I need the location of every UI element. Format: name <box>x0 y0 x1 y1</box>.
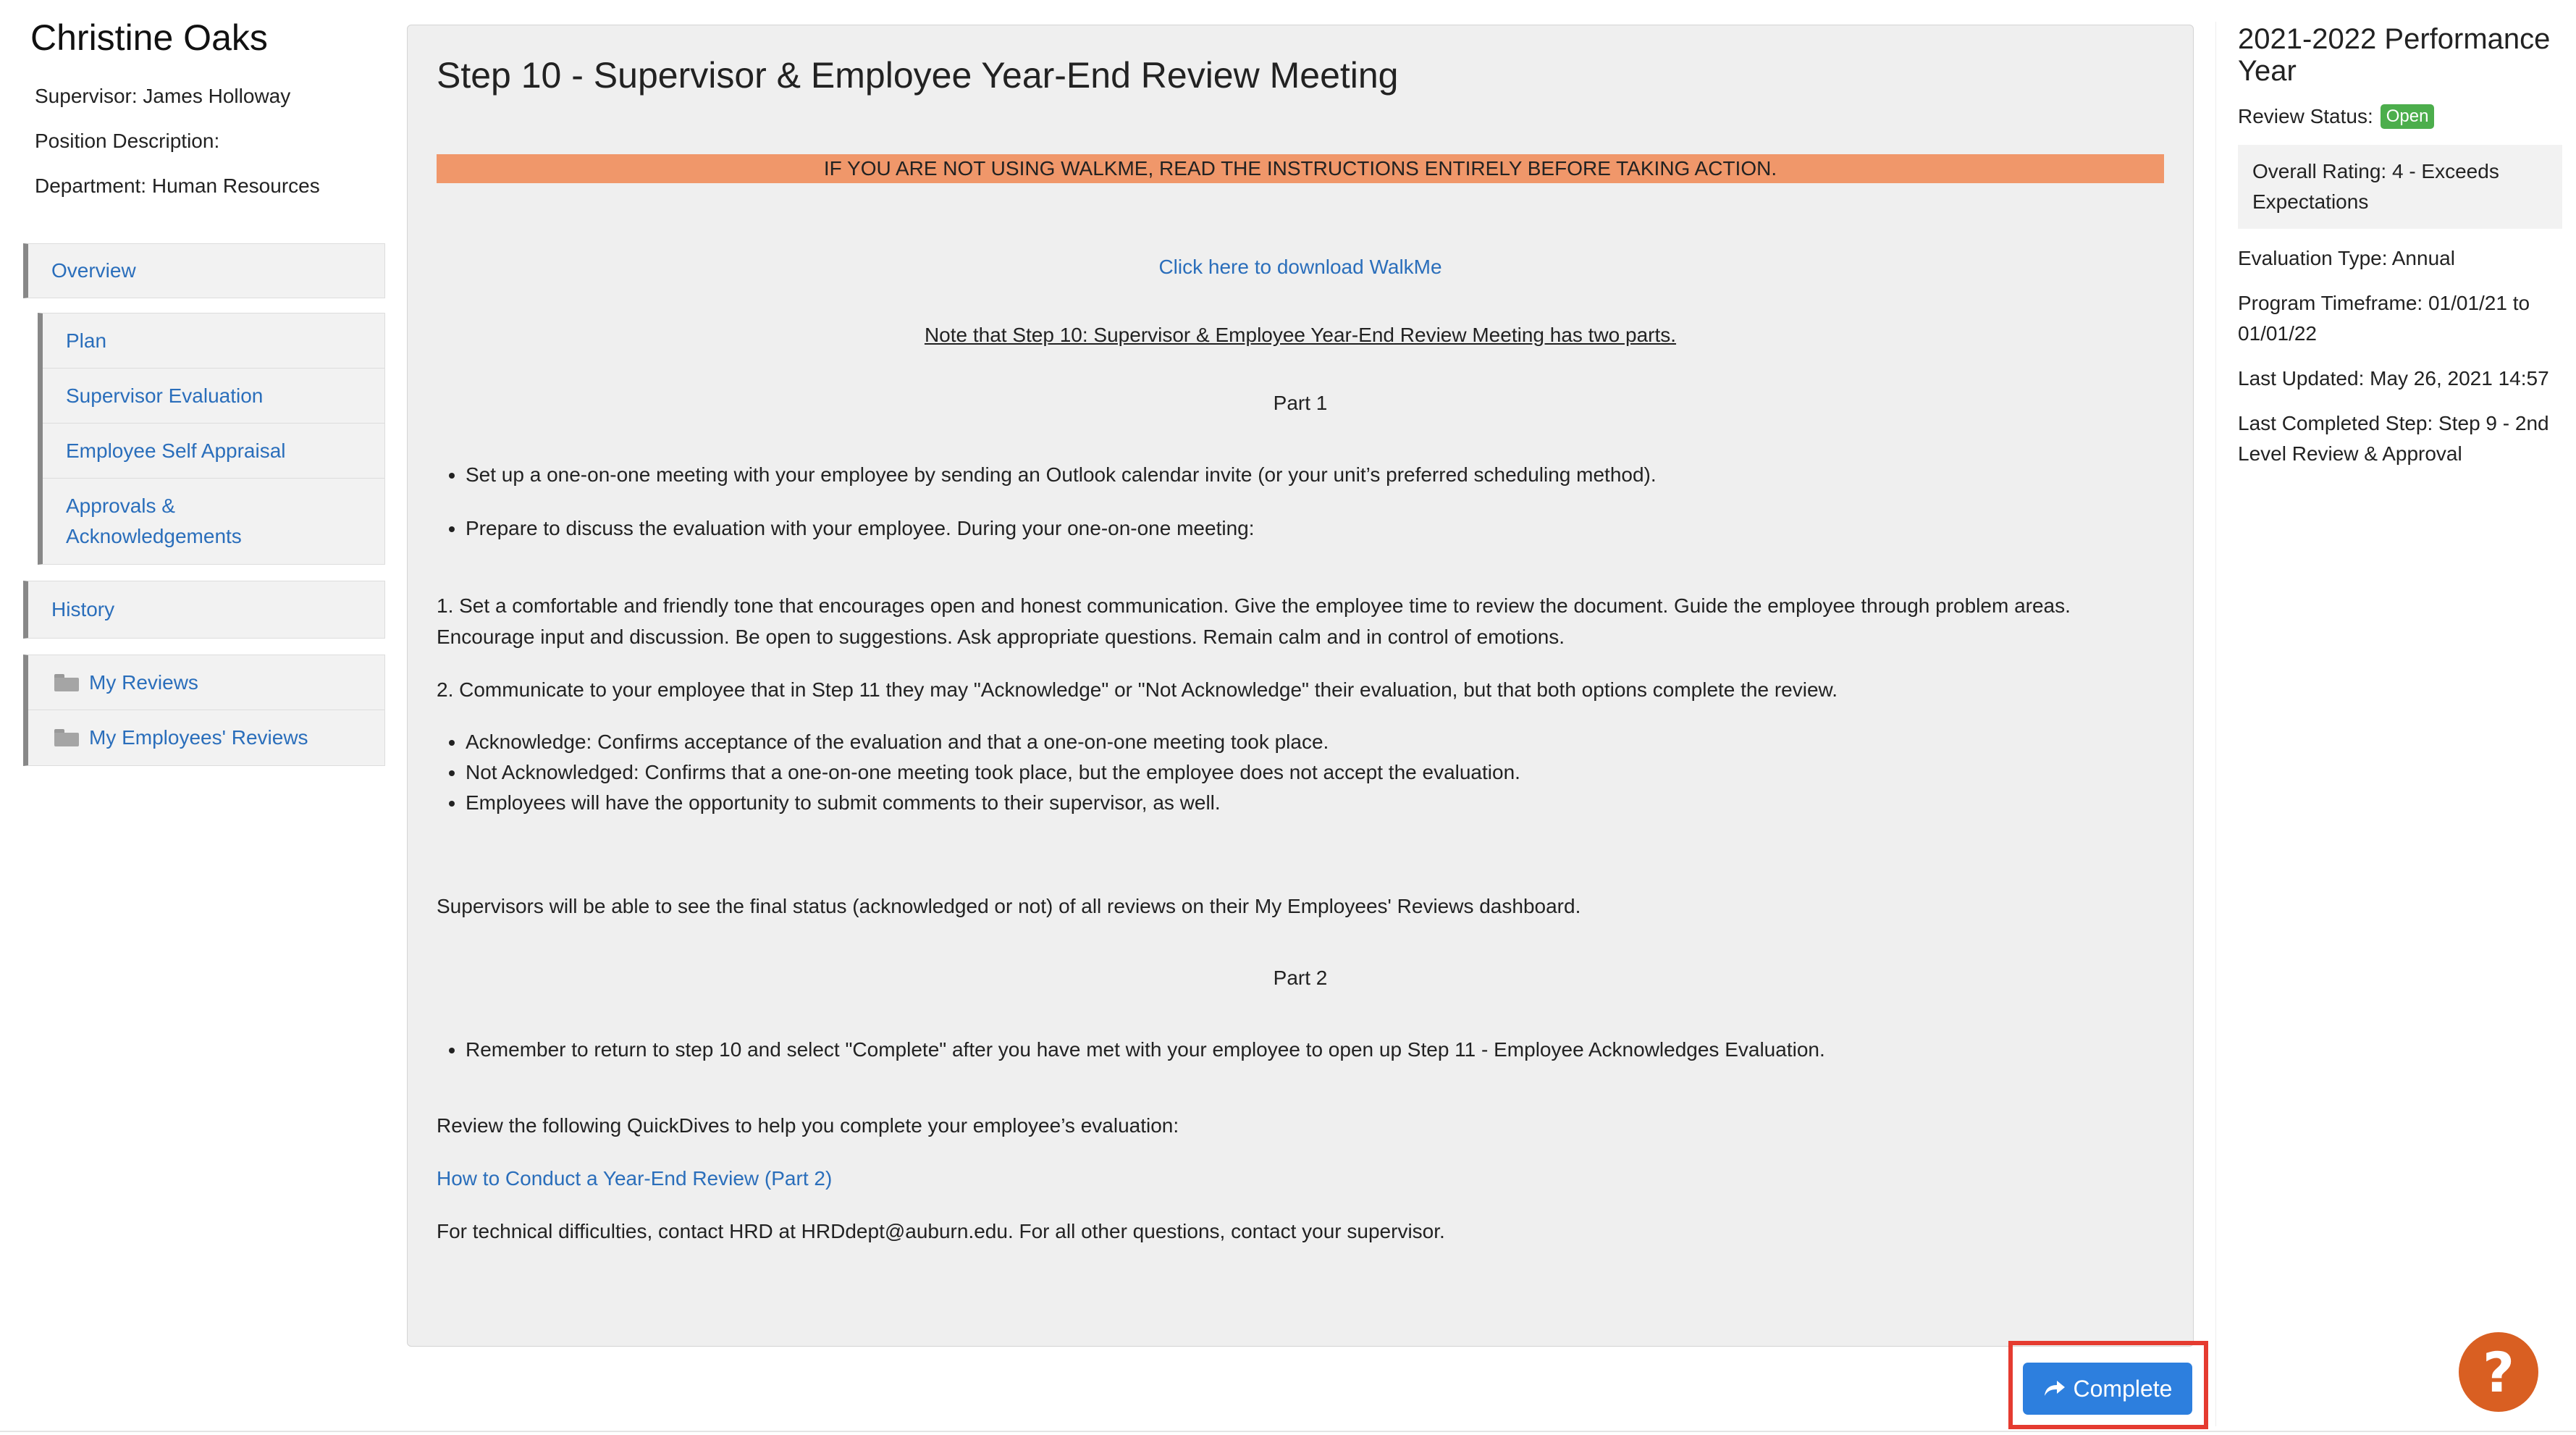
warning-banner: IF YOU ARE NOT USING WALKME, READ THE INSTRUCTIONS ENTIRELY BEFORE TAKING ACTION. <box>437 154 2164 183</box>
employee-name: Christine Oaks <box>30 17 268 58</box>
overall-rating: Overall Rating: 4 - Exceeds Expectations <box>2238 145 2562 229</box>
nav-employee-self-appraisal[interactable]: Employee Self Appraisal <box>43 424 384 479</box>
bottom-divider <box>0 1431 2576 1432</box>
nav-approvals-acknowledgements[interactable] <box>43 479 384 564</box>
supervisor-line: Supervisor: James Holloway <box>35 85 291 107</box>
part2-heading: Part 2 <box>1273 967 1328 989</box>
program-timeframe: Program Timeframe: 01/01/21 to 01/01/22 <box>2238 292 2530 345</box>
review-status-label: Review Status: <box>2238 105 2373 127</box>
not-acknowledged-text: Confirms that a one-on-one meeting took place, but the employee does not accept the evaluation. <box>639 761 1520 783</box>
nav-history[interactable]: History <box>51 598 115 620</box>
part1-bullet: • Set up a one-on-one meeting with your employee by sending an Outlook calendar invite (or your unit’s preferred scheduling method). <box>466 460 2164 490</box>
nav-approvals-label-2: Acknowledgements <box>66 525 242 547</box>
nav-history-group <box>23 581 385 639</box>
evaluation-type: Evaluation Type: Annual <box>2238 247 2455 269</box>
review-status <box>2238 104 2563 129</box>
quickdives-link[interactable]: How to Conduct a Year-End Review (Part 2) <box>437 1167 833 1190</box>
part1-heading: Part 1 <box>1273 392 1328 414</box>
department-line: Department: Human Resources <box>35 174 320 197</box>
complete-button-label: Complete <box>2073 1375 2173 1402</box>
last-updated: Last Updated: May 26, 2021 14:57 <box>2238 367 2549 390</box>
employee-info <box>35 74 385 209</box>
not-acknowledged-label: Not Acknowledged: <box>466 761 639 783</box>
not-acknowledged-item <box>466 757 2164 788</box>
nav-sub-group <box>38 313 385 565</box>
point-2: 2. Communicate to your employee that in Step 11 they may "Acknowledge" or "Not Acknowledge" their evaluation, but that both options complete the review. <box>437 678 1838 701</box>
last-completed-step: Last Completed Step: Step 9 - 2nd Level Review & Approval <box>2238 412 2549 465</box>
acknowledge-item <box>466 727 2164 757</box>
nav-approvals-label-1: Approvals & <box>66 495 175 517</box>
left-column <box>23 14 385 766</box>
comments-item: • Employees will have the opportunity to submit comments to their supervisor, as well. <box>466 788 2164 818</box>
nav-my-employees-reviews[interactable] <box>28 710 384 765</box>
status-badge: Open <box>2381 104 2435 129</box>
part1-bullets-2 <box>437 513 2164 544</box>
acknowledge-label: Acknowledge: <box>466 731 592 753</box>
nav-my-reviews-label: My Reviews <box>89 670 198 694</box>
share-arrow-icon <box>2043 1379 2066 1398</box>
main-panel <box>407 25 2194 1347</box>
complete-button[interactable] <box>2023 1363 2192 1415</box>
nav-supervisor-evaluation[interactable]: Supervisor Evaluation <box>43 369 384 424</box>
nav-overview[interactable]: Overview <box>51 259 136 282</box>
download-walkme-link[interactable]: Click here to download WalkMe <box>1158 256 1442 278</box>
nav-my-employees-reviews-label: My Employees' Reviews <box>89 726 308 749</box>
nav-overview-group <box>23 243 385 298</box>
point-1: 1. Set a comfortable and friendly tone that encourages open and honest communication. Give the employee time to review the document. Guide the employee through problem areas. Encourage input and discussion. Be open to suggestions. Ask appropriate questions. Remain calm and in control of emotions. <box>437 594 2071 648</box>
acknowledge-options <box>437 727 2164 818</box>
position-line: Position Description: <box>35 130 220 152</box>
nav-my-reviews[interactable] <box>28 655 384 710</box>
question-icon: ? <box>2482 1339 2515 1405</box>
supervisors-status-text: Supervisors will be able to see the final status (acknowledged or not) of all reviews on their My Employees' Reviews dashboard. <box>437 895 1581 917</box>
step-title: Step 10 - Supervisor & Employee Year-End Review Meeting <box>437 55 1399 96</box>
part2-bullets <box>437 1035 2164 1065</box>
folder-open-icon <box>54 674 79 691</box>
performance-year: 2021-2022 Performance Year <box>2238 23 2551 87</box>
acknowledge-text: Confirms acceptance of the evaluation and that a one-on-one meeting took place. <box>592 731 1329 753</box>
part2-bullet: • Remember to return to step 10 and select "Complete" after you have met with your employee to open up Step 11 - Employee Acknowledges Evaluation. <box>466 1035 2164 1065</box>
right-sidebar <box>2215 22 2563 1426</box>
help-button[interactable] <box>2459 1332 2538 1412</box>
two-parts-note: Note that Step 10: Supervisor & Employee Year-End Review Meeting has two parts. <box>924 324 1677 346</box>
nav-plan[interactable]: Plan <box>43 313 384 369</box>
folder-open-icon <box>54 729 79 746</box>
contact-text: For technical difficulties, contact HRD at HRDdept@auburn.edu. For all other questions, contact your supervisor. <box>437 1220 1445 1242</box>
quickdives-text: Review the following QuickDives to help you complete your employee’s evaluation: <box>437 1114 1179 1137</box>
part1-bullets <box>437 460 2164 490</box>
part1-bullet: • Prepare to discuss the evaluation with your employee. During your one-on-one meeting: <box>466 513 2164 544</box>
nav-reviews-group <box>23 655 385 766</box>
